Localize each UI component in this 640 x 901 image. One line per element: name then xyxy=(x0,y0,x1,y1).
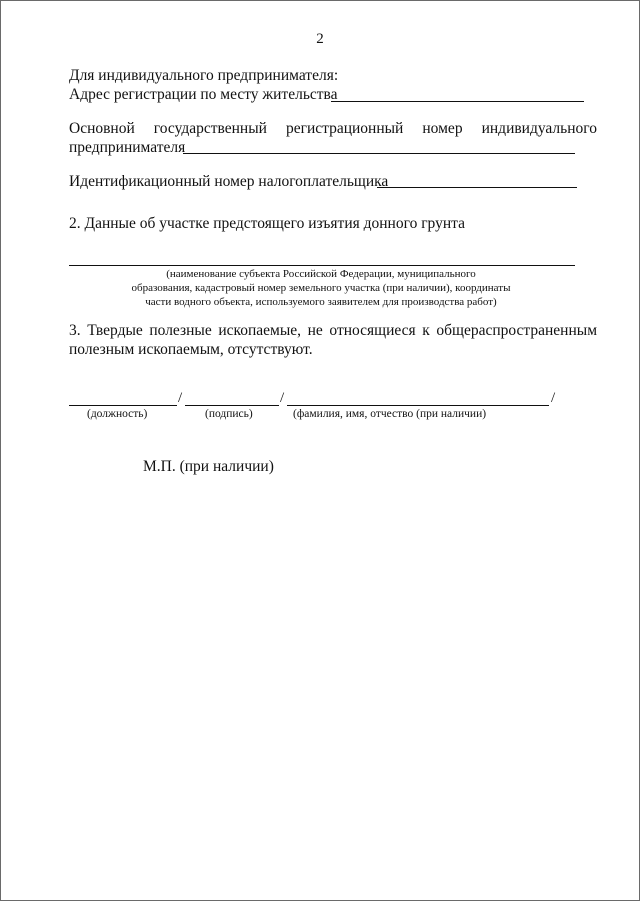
ogrnip-word: государственный xyxy=(153,120,267,137)
full-name-field[interactable] xyxy=(287,405,549,406)
address-label: Адрес регистрации по месту жительства xyxy=(69,86,338,103)
separator-slash: / xyxy=(280,390,285,406)
section3-text: 3. Твердые полезные ископаемые, не относящиеся к общераспространенным полезным ископаемым, отсутствуют. xyxy=(69,322,597,358)
position-field[interactable] xyxy=(69,405,177,406)
address-field[interactable] xyxy=(331,101,584,102)
full-name-label: (фамилия, имя, отчество (при наличии) xyxy=(293,408,487,420)
inn-field[interactable] xyxy=(377,187,577,188)
ogrnip-word: номер xyxy=(422,120,463,137)
ogrnip-word: Основной xyxy=(69,120,135,137)
site-data-field[interactable] xyxy=(69,265,575,266)
ogrnip-label-line1 xyxy=(69,120,597,138)
signature-label: (подпись) xyxy=(205,408,253,420)
note-line: образования, кадастровый номер земельного участка (при наличии), координаты xyxy=(131,282,511,294)
signature-field[interactable] xyxy=(185,405,279,406)
ogrnip-word: регистрационный xyxy=(285,120,404,137)
separator-slash: / xyxy=(551,390,556,406)
ogrnip-field[interactable] xyxy=(183,153,575,154)
section2-heading: 2. Данные об участке предстоящего изъятия донного грунта xyxy=(69,215,465,232)
note-line: части водного объекта, используемого заявителем для производства работ) xyxy=(145,296,497,308)
inn-label: Идентификационный номер налогоплательщика xyxy=(69,173,389,190)
site-data-note xyxy=(61,267,581,309)
ogrnip-label-line2: предпринимателя xyxy=(69,139,186,156)
ogrnip-word: индивидуального xyxy=(481,120,597,137)
note-line: (наименование субъекта Российской Федерации, муниципального xyxy=(166,268,476,280)
position-label: (должность) xyxy=(87,408,148,420)
ip-heading: Для индивидуального предпринимателя: xyxy=(69,67,339,84)
separator-slash: / xyxy=(178,390,183,406)
page-number: 2 xyxy=(316,31,324,47)
stamp-place: М.П. (при наличии) xyxy=(143,458,274,475)
